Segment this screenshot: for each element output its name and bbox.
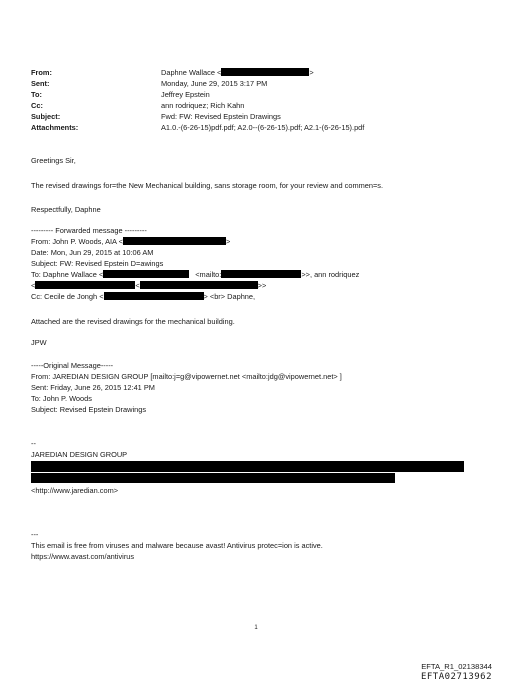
forwarded-to-mailto: <mailto: — [195, 270, 222, 279]
cc-label: Cc: — [31, 101, 43, 110]
redaction-bar — [103, 270, 189, 278]
body-paragraph: The revised drawings for=the New Mechanical building, sans storage room, for your review and commen=s. — [31, 181, 384, 190]
redaction-bar — [35, 281, 135, 289]
cc-value: ann rodriquez; Rich Kahn — [161, 101, 245, 110]
forwarded-cc-tail: > <br> Daphne, — [203, 292, 256, 301]
footer-antivirus-link: https://www.avast.com/antivirus — [31, 552, 135, 561]
subject-label: Subject: — [31, 112, 61, 121]
forwarded-from — [31, 237, 230, 247]
forwarded-to-continued — [31, 281, 266, 291]
attached-note: Attached are the revised drawings for the mechanical building. — [31, 317, 235, 326]
subject-value: Fwd: FW: Revised Epstein Drawings — [161, 112, 281, 121]
signature-dash: -- — [31, 439, 36, 448]
original-to: To: John P. Woods — [31, 394, 92, 403]
forwarded-from-text: From: John P. Woods, AIA < — [31, 237, 123, 246]
redaction-bar — [221, 68, 309, 76]
to-value: Jeffrey Epstein — [161, 90, 210, 99]
bates-number-large: EFTA02713962 — [420, 672, 492, 682]
signature-url: <http://www.jaredian.com> — [31, 486, 119, 495]
forwarded-subject: Subject: FW: Revised Epstein D=awings — [31, 259, 164, 268]
page-number: 1 — [254, 625, 258, 631]
forwarded-cc-text: Cc: Cecile de Jongh < — [31, 292, 104, 301]
bates-number-small: EFTA_R1_02138344 — [421, 662, 492, 671]
forwarded-from-close: > — [225, 237, 231, 246]
forwarded-line2-close: >> — [257, 281, 267, 290]
original-message-marker: -----Original Message----- — [31, 361, 114, 370]
initials: JPW — [31, 338, 47, 347]
redaction-bar — [140, 281, 258, 289]
redaction-block — [31, 461, 464, 472]
sent-value: Monday, June 29, 2015 3:17 PM — [161, 79, 268, 88]
original-sent: Sent: Friday, June 26, 2015 12:41 PM — [31, 383, 155, 392]
forwarded-marker: --------- Forwarded message --------- — [31, 226, 147, 235]
from-value — [161, 68, 314, 78]
forwarded-to-tail: >>, ann rodriquez — [301, 270, 360, 279]
forwarded-date: Date: Mon, Jun 29, 2015 at 10:06 AM — [31, 248, 154, 257]
from-label: From: — [31, 68, 52, 77]
redaction-bar — [123, 237, 226, 245]
sent-label: Sent: — [31, 79, 50, 88]
to-label: To: — [31, 90, 42, 99]
forwarded-to — [31, 270, 359, 280]
forwarded-cc — [31, 292, 255, 302]
signoff: Respectfully, Daphne — [31, 205, 101, 214]
attachments-label: Attachments: — [31, 123, 79, 132]
signature-company: JAREDIAN DESIGN GROUP — [31, 450, 128, 459]
footer-dash: --- — [31, 530, 39, 539]
footer-antivirus-note: This email is free from viruses and malware because avast! Antivirus protec=ion is active. — [31, 541, 323, 550]
forwarded-line2-mid: < — [135, 281, 140, 290]
greeting: Greetings Sir, — [31, 156, 76, 165]
forwarded-line2-open: < — [31, 281, 36, 290]
attachments-value: A1.0.-(6-26-15)pdf.pdf; A2.0--(6-26-15).pdf; A2.1-(6-26-15).pdf — [161, 123, 365, 132]
from-close: > — [309, 68, 314, 77]
redaction-bar — [221, 270, 301, 278]
redaction-bar — [104, 292, 204, 300]
forwarded-to-text: To: Daphne Wallace < — [31, 270, 104, 279]
redaction-block — [31, 473, 395, 483]
from-name: Daphne Wallace < — [161, 68, 222, 77]
original-from: From: JAREDIAN DESIGN GROUP [mailto:j=g@vipowernet.net <mailto:jdg@vipowernet.net> ] — [31, 372, 342, 381]
original-subject: Subject: Revised Epstein Drawings — [31, 405, 147, 414]
